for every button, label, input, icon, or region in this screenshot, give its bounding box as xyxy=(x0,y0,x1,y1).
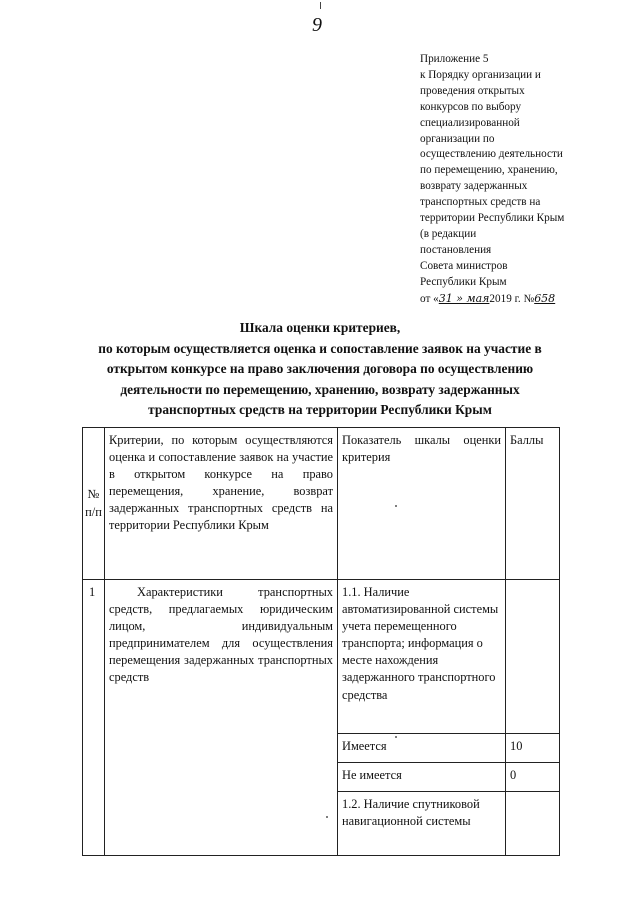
date-year: 2019 г. № xyxy=(489,292,535,305)
row-criteria: Характеристики транспортных средств, предлагаемых юридическим лицом, индивидуальным предпринимателем для осуществления перемещения задержанных транспортных средств xyxy=(105,580,338,856)
header-points: Баллы xyxy=(506,428,560,580)
table-row xyxy=(83,580,560,734)
appendix-line: Совета министров xyxy=(420,259,508,272)
indicator-cell: 1.2. Наличие спутниковой навигационной системы xyxy=(338,792,506,856)
points-cell: 0 xyxy=(506,763,560,792)
table-header-row xyxy=(83,428,560,580)
header-num: № п/п xyxy=(83,428,105,580)
appendix-line: к Порядку организации и xyxy=(420,68,541,81)
appendix-line: организации по xyxy=(420,132,495,145)
handwritten-number: 658 xyxy=(534,291,556,305)
appendix-line: специализированной xyxy=(420,116,520,129)
row-num: 1 xyxy=(83,580,105,856)
appendix-line: по перемещению, хранению, xyxy=(420,164,558,177)
criteria-table xyxy=(82,427,560,856)
appendix-line: территории Республики Крым xyxy=(420,212,565,225)
indicator-cell: 1.1. Наличие автоматизированной системы учета перемещенного транспорта; информация о месте нахождения задержанного транспортного средства xyxy=(338,580,506,734)
appendix-line: постановления xyxy=(420,243,492,256)
points-cell xyxy=(506,792,560,856)
appendix-line: транспортных средств на xyxy=(420,196,541,209)
page-number: 9 xyxy=(312,14,322,36)
scan-speck xyxy=(326,816,328,818)
appendix-line: (в редакции xyxy=(420,227,477,240)
appendix-line: конкурсов по выбору xyxy=(420,100,522,113)
indicator-cell: Не имеется xyxy=(338,763,506,792)
appendix-line: проведения открытых xyxy=(420,84,525,97)
appendix-line: Республики Крым xyxy=(420,275,507,288)
title-line: по которым осуществляется оценка и сопоставление заявок на участие в xyxy=(98,340,542,356)
appendix-date-line xyxy=(420,291,620,308)
points-cell xyxy=(506,580,560,734)
appendix-line: возврату задержанных xyxy=(420,180,528,193)
appendix-line: Приложение 5 xyxy=(420,53,489,65)
scan-speck xyxy=(395,736,397,738)
header-criteria: Критерии, по которым осуществляются оценка и сопоставление заявок на участие в открытом конкурсе на право перемещения, хранение, возврат задержанных транспортных средств на территории Республики Крым xyxy=(105,428,338,580)
handwritten-date: 31 » мая xyxy=(438,291,490,305)
date-prefix: от « xyxy=(420,292,439,305)
title-line: транспортных средств на территории Республики Крым xyxy=(148,402,492,417)
appendix-block xyxy=(420,52,620,308)
document-title xyxy=(60,318,580,421)
indicator-cell: Имеется xyxy=(338,734,506,763)
header-indicator: Показатель шкалы оценки критерия xyxy=(338,428,506,580)
title-line: открытом конкурсе на право заключения договора по осуществлению xyxy=(106,361,534,376)
title-line: Шкала оценки критериев, xyxy=(239,320,401,335)
points-cell: 10 xyxy=(506,734,560,763)
title-line: деятельности по перемещению, хранению, возврату задержанных xyxy=(120,381,520,397)
appendix-line: осуществлению деятельности xyxy=(420,148,563,161)
scan-speck xyxy=(395,505,397,507)
scan-mark xyxy=(320,2,321,9)
